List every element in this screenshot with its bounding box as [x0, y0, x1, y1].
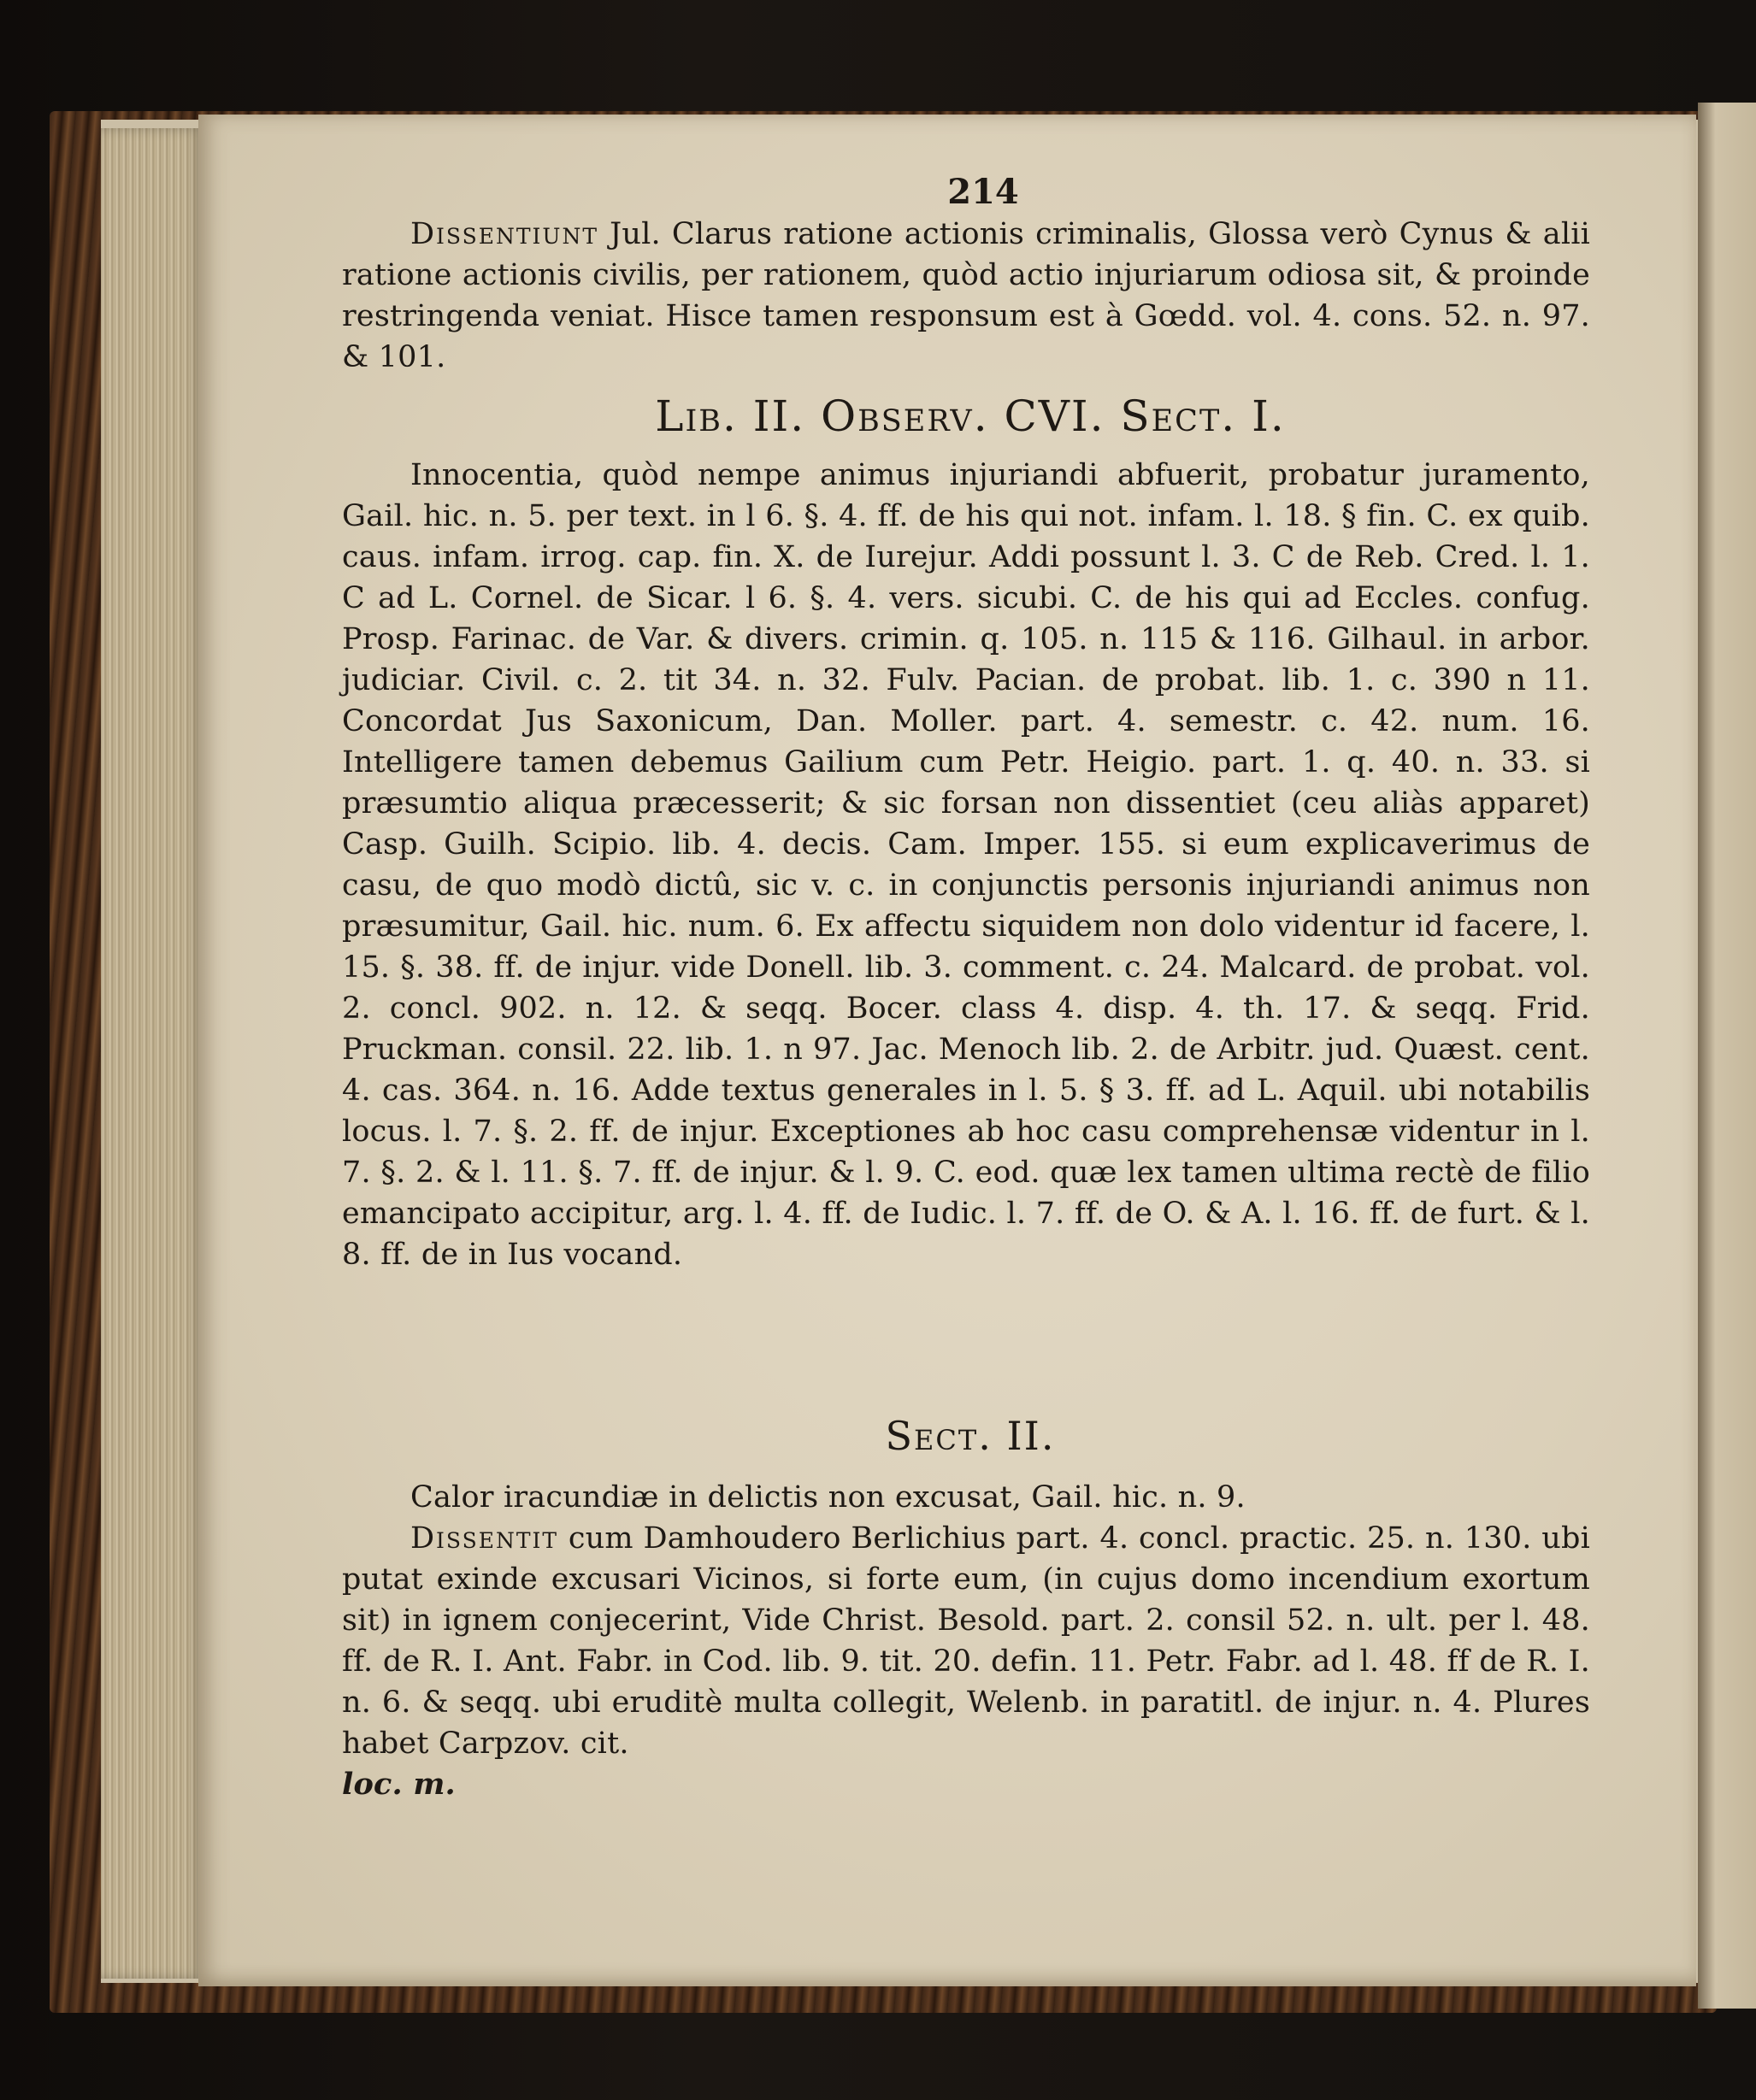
dissentit-paragraph: [342, 1518, 1590, 1764]
section-2-heading: Sect. II.: [885, 1413, 1056, 1459]
dissentiunt-paragraph: [342, 214, 1590, 378]
dissentiunt-text: Jul. Clarus ratione actionis criminalis, Glossa verò Cynus & alii ratione actionis civilis, per rationem, quòd actio injuriarum odiosa sit, & proinde restringenda veniat. Hisce tamen responsum est à Gœdd. vol. 4. cons. 52. n. 97. & 101.: [342, 217, 1591, 374]
page-edges: [101, 128, 203, 1979]
dissentiunt-lead: Dissentiunt: [410, 217, 599, 251]
catchword: loc. m.: [342, 1767, 456, 1802]
section-1-text: Innocentia, quòd nempe animus injuriandi abfuerit, probatur juramento, Gail. hic. n. 5. per text. in l 6. §. 4. ff. de his qui not. infam. l. 18. § fin. C. ex quib. caus. infam. irrog. cap. fin. X. de Iurejur. Addi possunt l. 3. C de Reb. Cred. l. 1. C ad L. Cornel. de Sicar. l 6. §. 4. vers. sicubi. C. de his qui ad Eccles. confug. Prosp. Farinac. de Var. & divers. crimin. q. 105. n. 115 & 116. Gilhaul. in arbor. judiciar. Civil. c. 2. tit 34. n. 32. Fulv. Pacian. de probat. lib. 1. c. 390 n 11. Concordat Jus Saxonicum, Dan. Moller. part. 4. semestr. c. 42. num. 16. Intelligere tamen debemus Gailium cum Petr. Heigio. part. 1. q. 40. n. 33. si præsumtio aliqua præcesserit; & sic forsan non dissentiet (ceu aliàs apparet) Casp. Guilh. Scipio. lib. 4. decis. Cam. Imper. 155. si eum explicaverimus de casu, de quo modò dictû, sic v. c. in conjunctis personis injuriandi animus non præsumitur, Gail. hic. num. 6. Ex affectu siquidem non dolo videntur id facere, l. 15. §. 38. ff. de injur. vide Donell. lib. 3. comment. c. 24. Malcard. de probat. vol. 2. concl. 902. n. 12. & seqq. Bocer. class 4. disp. 4. th. 17. & seqq. Frid. Pruckman. consil. 22. lib. 1. n 97. Jac. Menoch lib. 2. de Arbitr. jud. Quæst. cent. 4. cas. 364. n. 16. Adde textus generales in l. 5. § 3. ff. ad L. Aquil. ubi notabilis locus. l. 7. §. 2. ff. de injur. Exceptiones ab hoc casu comprehensæ videntur in l. 7. §. 2. & l. 11. §. 7. ff. de injur. & l. 9. C. eod. quæ lex tamen ultima rectè de filio emancipato accipitur, arg. l. 4. ff. de Iudic. l. 7. ff. de O. & A. l. 16. ff. de furt. & l. 8. ff. de in Ius vocand.: [342, 458, 1590, 1272]
page-text: [342, 171, 1590, 1805]
facing-page-edge: [1698, 103, 1756, 2009]
section-2-lead: Calor iracundiæ in delictis non excusat, Gail. hic. n. 9.: [410, 1480, 1246, 1515]
observation-heading: Lib. II. Observ. CVI. Sect. I.: [655, 391, 1286, 441]
dissentit-text: cum Damhoudero Berlichius part. 4. concl. practic. 25. n. 130. ubi putat exinde excusari Vicinos, si forte eum, (in cujus domo incendium exortum sit) in ignem conjecerint, Vide Christ. Besold. part. 2. consil 52. n. ult. per l. 48. ff. de R. I. Ant. Fabr. in Cod. lib. 9. tit. 20. defin. 11. Petr. Fabr. ad l. 48. ff de R. I. n. 6. & seqq. ubi eruditè multa collegit, Welenb. in paratitl. de injur. n. 4. Plures habet Carpzov. cit.: [342, 1521, 1590, 1761]
page-number: 214: [947, 172, 1019, 212]
dissentit-lead: Dissentit: [410, 1521, 559, 1556]
